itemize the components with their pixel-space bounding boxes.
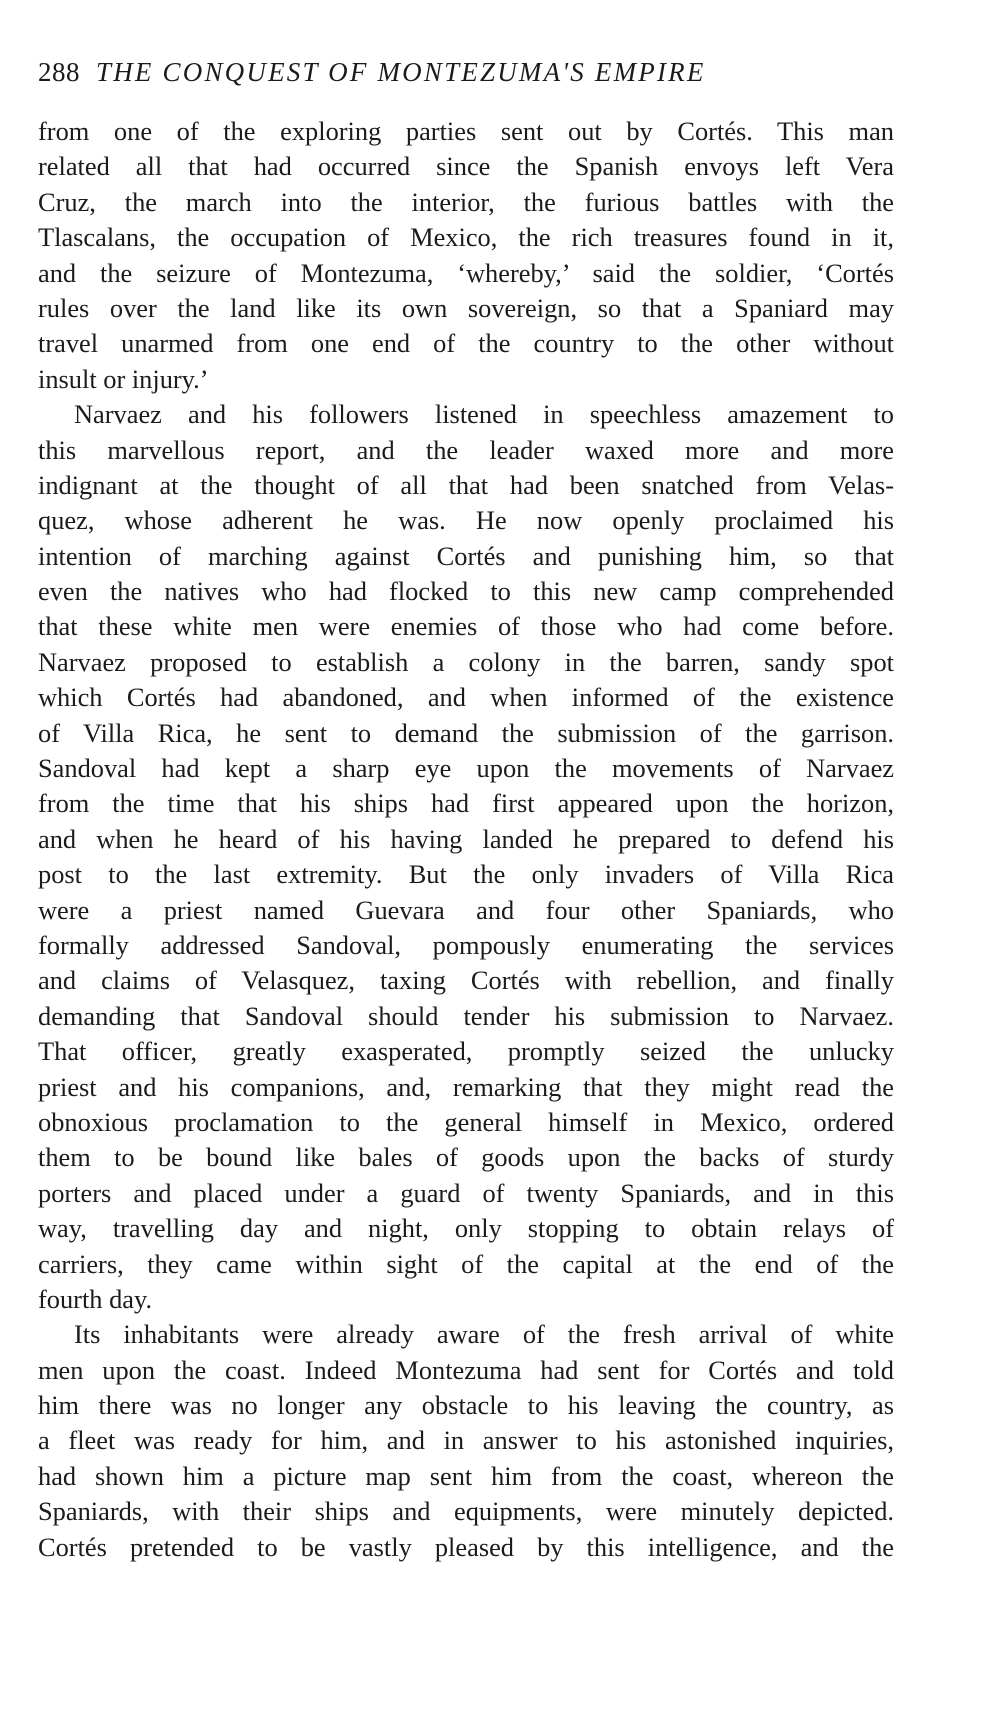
text-line: priest and his companions, and, remarking that they might read the bbox=[38, 1071, 894, 1102]
text-line: way, travelling day and night, only stopping to obtain relays of bbox=[38, 1213, 894, 1244]
text-line: even the natives who had flocked to this new camp comprehended bbox=[38, 576, 894, 607]
text-line: that these white men were enemies of those who had come before. bbox=[38, 611, 894, 642]
text-line: indignant at the thought of all that had been snatched from Velas- bbox=[38, 469, 894, 500]
text-line: from one of the exploring parties sent out by Cortés. This man bbox=[38, 116, 894, 146]
text-line: had shown him a picture map sent him from the coast, whereon the bbox=[38, 1460, 894, 1491]
page-number: 288 bbox=[38, 57, 80, 87]
text-line: Narvaez proposed to establish a colony in the barren, sandy spot bbox=[38, 646, 894, 677]
text-line: insult or injury.’ bbox=[38, 363, 209, 394]
text-line: fourth day. bbox=[38, 1283, 153, 1314]
text-line: quez, whose adherent he was. He now openly proclaimed his bbox=[38, 505, 894, 536]
text-line: Tlascalans, the occupation of Mexico, the rich treasures found in it, bbox=[38, 222, 894, 253]
book-page bbox=[38, 50, 894, 1565]
text-line: demanding that Sandoval should tender his submission to Narvaez. bbox=[38, 1000, 894, 1031]
text-line: and when he heard of his having landed he prepared to defend his bbox=[38, 823, 894, 854]
paragraph bbox=[38, 1317, 894, 1565]
text-line: travel unarmed from one end of the country to the other without bbox=[38, 328, 894, 359]
paragraph bbox=[38, 397, 894, 1317]
text-line: him there was no longer any obstacle to his leaving the country, as bbox=[38, 1390, 894, 1421]
text-line: related all that had occurred since the Spanish envoys left Vera bbox=[38, 151, 894, 182]
text-line: which Cortés had abandoned, and when informed of the existence bbox=[38, 682, 894, 713]
text-line: a fleet was ready for him, and in answer to his astonished inquiries, bbox=[38, 1425, 894, 1456]
text-line: this marvellous report, and the leader waxed more and more bbox=[38, 434, 894, 465]
text-line: from the time that his ships had first appeared upon the horizon, bbox=[38, 788, 894, 819]
text-line: post to the last extremity. But the only invaders of Villa Rica bbox=[38, 859, 894, 890]
running-header bbox=[38, 50, 894, 94]
text-line: Its inhabitants were already aware of the fresh arrival of white bbox=[74, 1319, 894, 1350]
text-line: them to be bound like bales of goods upon the backs of sturdy bbox=[38, 1142, 894, 1173]
text-line: men upon the coast. Indeed Montezuma had sent for Cortés and told bbox=[38, 1354, 894, 1385]
text-line: Cruz, the march into the interior, the furious battles with the bbox=[38, 186, 894, 217]
text-line: of Villa Rica, he sent to demand the submission of the garrison. bbox=[38, 717, 894, 748]
text-line: and the seizure of Montezuma, ‘whereby,’ said the soldier, ‘Cortés bbox=[38, 257, 894, 288]
text-line: Narvaez and his followers listened in speechless amazement to bbox=[74, 399, 894, 430]
text-line: Cortés pretended to be vastly pleased by this intelligence, and the bbox=[38, 1531, 894, 1562]
text-line: formally addressed Sandoval, pompously enumerating the services bbox=[38, 929, 894, 960]
text-line: porters and placed under a guard of twenty Spaniards, and in this bbox=[38, 1177, 894, 1208]
paragraph bbox=[38, 114, 894, 397]
body-text bbox=[38, 114, 894, 1565]
text-line: carriers, they came within sight of the capital at the end of the bbox=[38, 1248, 894, 1279]
text-line: intention of marching against Cortés and punishing him, so that bbox=[38, 540, 894, 571]
text-line: Spaniards, with their ships and equipments, were minutely depicted. bbox=[38, 1496, 894, 1527]
text-line: and claims of Velasquez, taxing Cortés with rebellion, and finally bbox=[38, 965, 894, 996]
text-line: obnoxious proclamation to the general himself in Mexico, ordered bbox=[38, 1106, 894, 1137]
text-line: rules over the land like its own sovereign, so that a Spaniard may bbox=[38, 292, 894, 323]
text-line: were a priest named Guevara and four other Spaniards, who bbox=[38, 894, 894, 925]
text-line: That officer, greatly exasperated, promptly seized the unlucky bbox=[38, 1036, 894, 1067]
text-line: Sandoval had kept a sharp eye upon the movements of Narvaez bbox=[38, 753, 894, 784]
running-title: THE CONQUEST OF MONTEZUMA'S EMPIRE bbox=[96, 57, 706, 87]
